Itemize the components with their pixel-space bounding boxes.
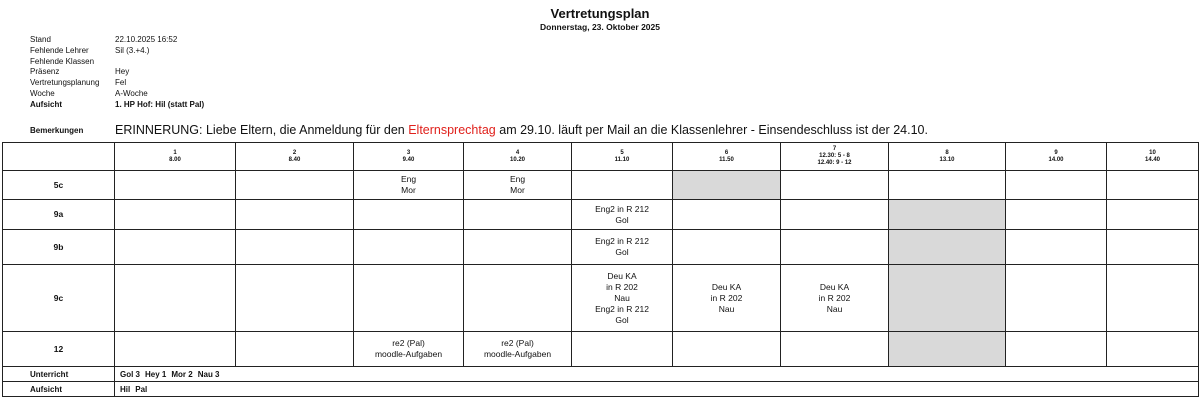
- cell-line: in R 202: [710, 292, 743, 303]
- period-time: 11.10: [614, 156, 630, 163]
- unterricht-label: Unterricht: [3, 367, 115, 382]
- period-number: 5: [620, 149, 624, 156]
- class-row: [3, 332, 1199, 367]
- cell-line: in R 202: [606, 281, 638, 292]
- timetable-cell: [781, 200, 889, 230]
- timetable-cell: [115, 171, 236, 200]
- unterricht-entry: Hey 1: [145, 369, 167, 379]
- timetable-cell: [1006, 171, 1107, 200]
- period-header: [236, 143, 354, 171]
- cell-line: Deu KA: [607, 270, 637, 281]
- period-number: 7: [832, 146, 837, 152]
- info-block: [30, 35, 204, 111]
- timetable-cell: [889, 200, 1006, 230]
- info-value: Sil (3.+4.): [115, 45, 150, 55]
- timetable-cell: [354, 200, 464, 230]
- timetable-cell: [464, 171, 572, 200]
- timetable-cell: [354, 230, 464, 265]
- remarks-text-after: am 29.10. läuft per Mail an die Klassenlehrer - Einsendeschluss ist der 24.10.: [495, 123, 928, 137]
- timetable-cell: [236, 265, 354, 332]
- period-time: 9.40: [402, 156, 415, 163]
- unterricht-entry: Gol 3: [120, 369, 141, 379]
- info-row: [30, 100, 204, 111]
- class-row: [3, 230, 1199, 265]
- period-number: 8: [945, 149, 949, 156]
- timetable-cell: [115, 200, 236, 230]
- period-time: 8.00: [169, 156, 181, 163]
- class-name: 9b: [3, 230, 115, 265]
- timetable-cell: [889, 230, 1006, 265]
- timetable-cell: [354, 332, 464, 367]
- period-number: 3: [406, 149, 411, 156]
- timetable-cell: [889, 171, 1006, 200]
- timetable-cell: [464, 230, 572, 265]
- period-time: 12.30: 5 - 8: [819, 153, 850, 159]
- info-label: Fehlende Klassen: [30, 56, 95, 66]
- cell-line: moodle-Aufgaben: [374, 349, 443, 359]
- period-header: [464, 143, 572, 171]
- unterricht-summary: [115, 367, 1199, 382]
- cell-line: Gol: [615, 314, 629, 325]
- remarks-highlight: Elternsprechtag: [408, 123, 496, 137]
- timetable-cell: [1006, 332, 1107, 367]
- period-header: [781, 143, 889, 171]
- timetable-cell: [889, 265, 1006, 332]
- timetable-cell: [889, 332, 1006, 367]
- timetable-cell: [1107, 230, 1199, 265]
- timetable-cell: [115, 265, 236, 332]
- cell-line: moodle-Aufgaben: [483, 349, 552, 359]
- timetable-cell: [236, 230, 354, 265]
- period-header: [354, 143, 464, 171]
- period-time: 14.00: [1048, 156, 1064, 163]
- info-value: Hey: [115, 67, 130, 77]
- timetable-cell: [1107, 171, 1199, 200]
- timetable-cell: [781, 230, 889, 265]
- period-header: [673, 143, 781, 171]
- timetable-cell: [1006, 265, 1107, 332]
- cell-line: Eng: [400, 174, 417, 184]
- info-row: [30, 89, 204, 100]
- cell-line: Mor: [510, 185, 525, 195]
- info-row: [30, 78, 204, 89]
- timetable-cell: [464, 332, 572, 367]
- class-name: 12: [3, 332, 115, 367]
- cell-line: Nau: [614, 292, 630, 303]
- cell-line: Eng: [509, 174, 526, 184]
- timetable-cell: [673, 171, 781, 200]
- page-title: Vertretungsplan: [550, 6, 650, 21]
- period-header: [115, 143, 236, 171]
- timetable-cell: [1107, 265, 1199, 332]
- corner-cell: [3, 143, 115, 171]
- timetable-cell: [673, 200, 781, 230]
- plan-date: Donnerstag, 23. Oktober 2025: [540, 22, 660, 32]
- cell-line: Deu KA: [819, 281, 850, 292]
- period-time: 11.50: [719, 156, 734, 163]
- period-time: 10.20: [509, 156, 525, 163]
- period-header: [889, 143, 1006, 171]
- info-label: Woche: [30, 88, 55, 98]
- timetable: [2, 142, 1199, 397]
- remarks-text-before: ERINNERUNG: Liebe Eltern, die Anmeldung für den: [115, 123, 409, 137]
- class-name: 9c: [3, 265, 115, 332]
- timetable-cell: [1006, 230, 1107, 265]
- cell-line: Gol: [615, 247, 629, 257]
- cell-line: Nau: [826, 303, 843, 314]
- period-time: 8.40: [288, 156, 301, 163]
- period-time: 14.40: [1144, 156, 1160, 163]
- period-header: [1107, 143, 1199, 171]
- period-header: [572, 143, 673, 171]
- timetable-cell: [673, 230, 781, 265]
- info-label: Präsenz: [30, 67, 60, 77]
- period-time: 13.10: [939, 156, 955, 163]
- unterricht-row: [3, 367, 1199, 382]
- period-number: 2: [292, 149, 297, 156]
- info-value: 1. HP Hof: Hil (statt Pal): [115, 99, 205, 109]
- timetable-cell: [572, 230, 673, 265]
- timetable-cell: [1107, 332, 1199, 367]
- period-number: 4: [515, 149, 520, 156]
- timetable-cell: [572, 171, 673, 200]
- info-row: [30, 67, 204, 78]
- class-row: [3, 200, 1199, 230]
- timetable-cell: [572, 200, 673, 230]
- timetable-cell: [236, 200, 354, 230]
- remarks-text: [115, 123, 928, 137]
- timetable-cell: [115, 332, 236, 367]
- class-name: 5c: [3, 171, 115, 200]
- unterricht-entry: Mor 2: [171, 369, 193, 379]
- aufsicht-row: [3, 382, 1199, 397]
- aufsicht-label: Aufsicht: [3, 382, 115, 397]
- timetable-cell: [354, 265, 464, 332]
- info-label: Aufsicht: [30, 99, 62, 109]
- cell-line: Eng2 in R 212: [595, 203, 649, 214]
- period-number: 9: [1054, 149, 1058, 156]
- class-name: 9a: [3, 200, 115, 230]
- cell-line: Mor: [401, 185, 416, 195]
- remarks-row: [30, 123, 928, 137]
- period-number: 10: [1149, 149, 1156, 156]
- timetable-cell: [781, 265, 889, 332]
- info-value: Fel: [115, 78, 127, 88]
- class-row: [3, 265, 1199, 332]
- aufsicht-entry: Hil: [120, 384, 131, 394]
- cell-line: Deu KA: [711, 281, 742, 292]
- timetable-cell: [572, 332, 673, 367]
- timetable-cell: [236, 332, 354, 367]
- cell-line: Eng2 in R 212: [595, 303, 649, 314]
- cell-line: Gol: [615, 214, 629, 225]
- timetable-cell: [236, 171, 354, 200]
- timetable-cell: [673, 332, 781, 367]
- info-label: Fehlende Lehrer: [30, 45, 89, 55]
- period-header: [1006, 143, 1107, 171]
- timetable-cell: [572, 265, 673, 332]
- info-label: Stand: [30, 35, 51, 44]
- info-value: A-Woche: [115, 88, 148, 98]
- unterricht-entry: Nau 3: [197, 369, 220, 379]
- info-label: Vertretungsplanung: [30, 78, 100, 88]
- timetable-cell: [781, 171, 889, 200]
- info-row: [30, 57, 204, 68]
- timetable-cell: [1107, 200, 1199, 230]
- info-row: [30, 46, 204, 57]
- aufsicht-summary: [115, 382, 1199, 397]
- timetable-cell: [673, 265, 781, 332]
- cell-line: Nau: [718, 303, 735, 314]
- info-value: 22.10.2025 16:52: [115, 35, 178, 44]
- aufsicht-entry: Pal: [135, 384, 148, 394]
- period-number: 1: [173, 149, 177, 156]
- timetable-cell: [1006, 200, 1107, 230]
- info-row: [30, 35, 204, 46]
- cell-line: re2 (Pal): [501, 338, 534, 348]
- timetable-cell: [115, 230, 236, 265]
- cell-line: re2 (Pal): [392, 338, 425, 348]
- timetable-cell: [464, 265, 572, 332]
- cell-line: in R 202: [818, 292, 851, 303]
- class-row: [3, 171, 1199, 200]
- remarks-label: Bemerkungen: [30, 125, 84, 135]
- timetable-cell: [464, 200, 572, 230]
- cell-line: Eng2 in R 212: [595, 236, 649, 246]
- timetable-cell: [354, 171, 464, 200]
- period-header-row: [3, 143, 1199, 171]
- timetable-cell: [781, 332, 889, 367]
- period-number: 6: [724, 149, 729, 156]
- period-time-2: 12.40: 9 - 12: [817, 160, 852, 166]
